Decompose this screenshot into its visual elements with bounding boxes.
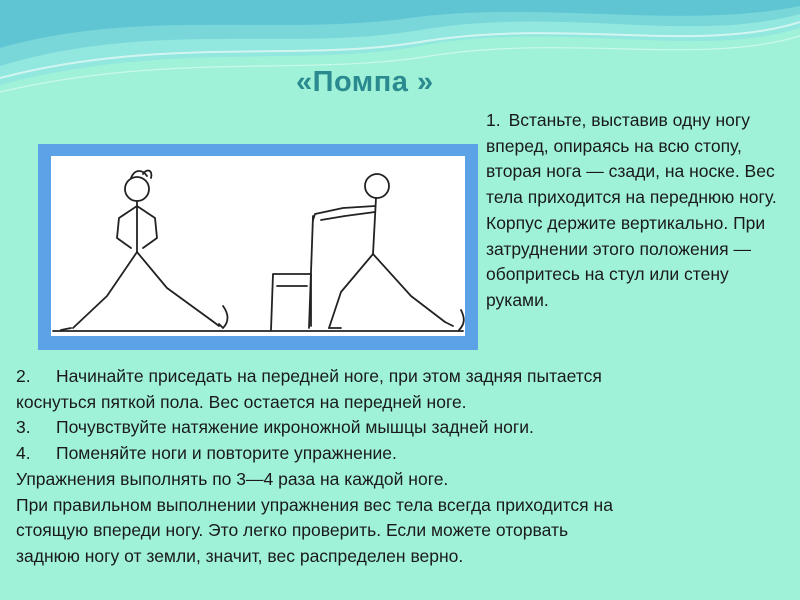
figure1-head (125, 177, 149, 201)
repeat-note: Упражнения выполнять по 3—4 раза на каждой ноге. (16, 468, 449, 489)
step-2-line-a (16, 364, 786, 390)
step-4 (16, 441, 786, 467)
chair-seat (271, 274, 311, 330)
check-note-line-c: заднюю ногу от земли, значит, вес распределен верно. (16, 545, 464, 566)
stick-figures-image (51, 156, 465, 336)
step-2-line-b: коснуться пяткой пола. Вес остается на передней ноге. (16, 391, 467, 412)
step-4-number: 4. (16, 443, 31, 464)
check-note-line-a: При правильном выполнении упражнения вес тела всегда приходится на (16, 494, 613, 515)
figure1-front-leg (137, 252, 211, 320)
illustration-frame (38, 144, 478, 350)
step-3 (16, 415, 786, 441)
step-1-text: Встаньте, выставив одну ногу вперед, опираясь на всю стопу, вторая нога — сзади, на носке. Вес тела приходится на переднюю ногу. Корпус держите вертикально. При затруднении этого положения — обопритесь на стул или стену руками. (486, 110, 777, 310)
step-3-number: 3. (16, 417, 31, 438)
steps-continued (16, 364, 786, 570)
figure2-back-leg (373, 254, 445, 322)
figure2-front-leg (329, 254, 373, 328)
illustration (51, 156, 465, 336)
step-3-text: Почувствуйте натяжение икроножной мышцы задней ноги. (56, 417, 534, 438)
figure1-back-leg (73, 252, 137, 328)
step-2-number: 2. (16, 366, 31, 386)
step-1 (486, 108, 786, 314)
step-4-text: Поменяйте ноги и повторите упражнение. (56, 443, 397, 464)
page-title: «Помпа » (296, 66, 434, 98)
step-1-number: 1. (486, 110, 501, 130)
step-2-text-a: Начинайте приседать на передней ноге, при этом задняя пытается (56, 366, 602, 386)
figure2-head (365, 174, 389, 198)
check-note-line-b: стоящую впереди ногу. Это легко проверить. Если можете оторвать (16, 520, 569, 541)
